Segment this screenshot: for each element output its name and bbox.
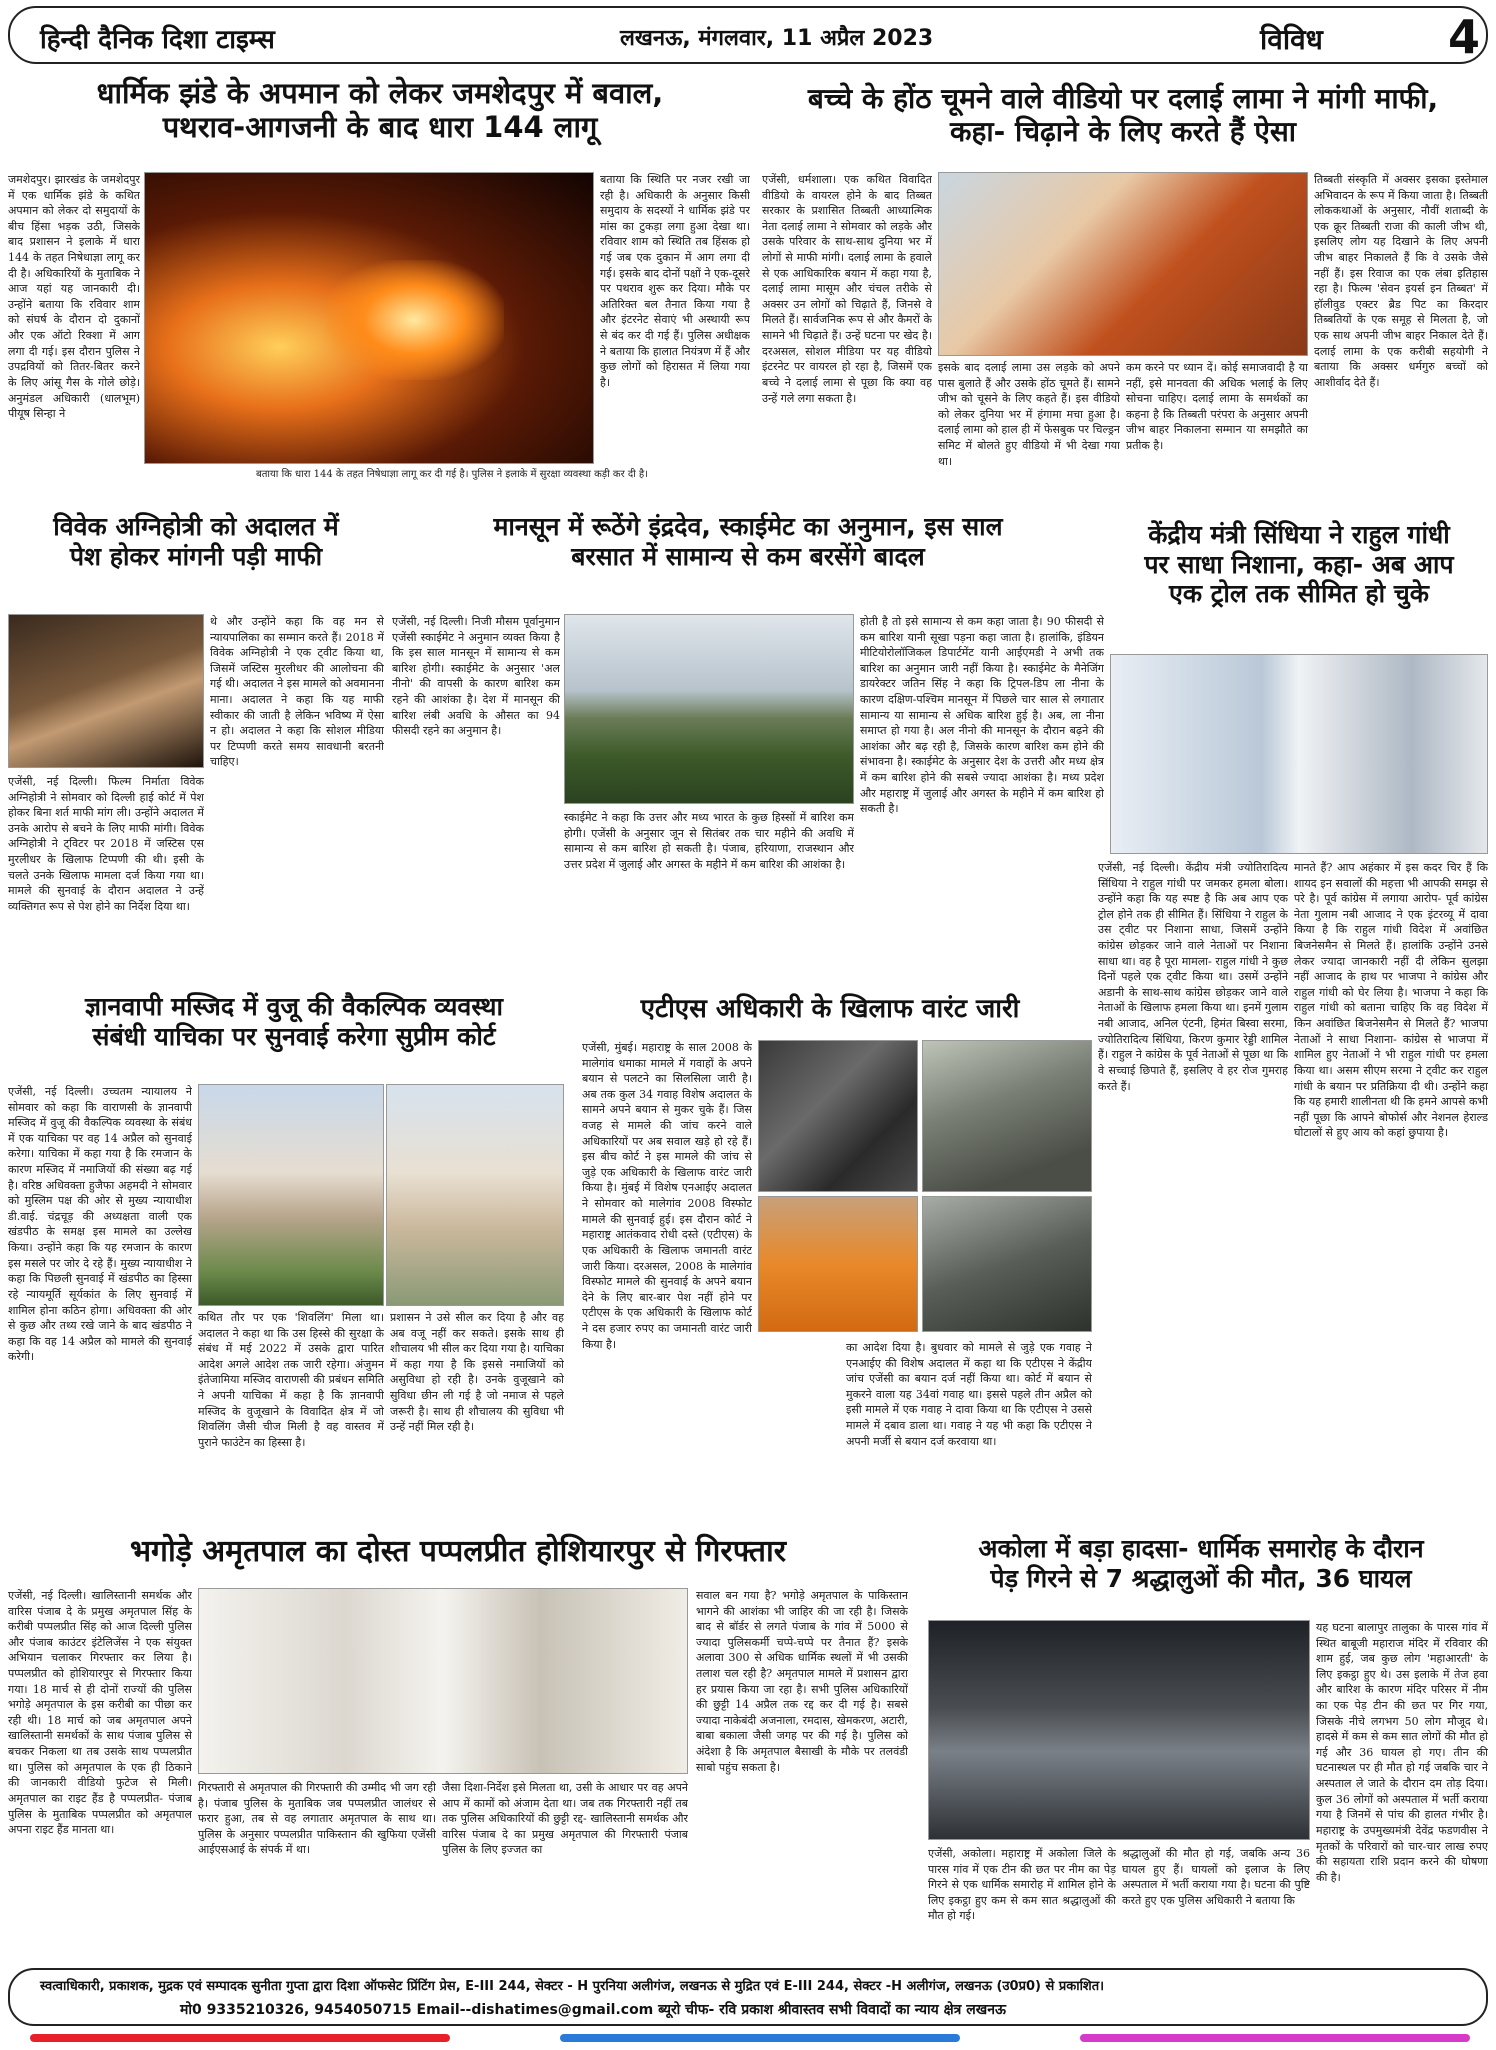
- section-name: विविध: [1260, 23, 1323, 56]
- scindia-headline-line-3: एक ट्रोल तक सीमित हो चुके: [1169, 579, 1429, 608]
- gyanvapi-headline-line-1: ज्ञानवापी मस्जिद में वुजू की वैकल्पिक व्यवस्था: [84, 992, 504, 1021]
- dalai-headline-line-1: बच्चे के होंठ चूमने वाले वीडियो पर दलाई लामा ने मांगी माफी,: [807, 82, 1439, 115]
- amritpal-headline: [8, 1534, 908, 1569]
- scindia-headline: [1110, 520, 1488, 609]
- vivek-body-a: एजेंसी, नई दिल्ली। फिल्म निर्माता विवेक अग्निहोत्री ने सोमवार को दिल्ली हाई कोर्ट में पेश होकर बिना शर्त माफी मांग ली। उन्होंने अदालत में उनके आरोप से बचने के लिए माफी मांगी। विवेक अग्निहोत्री ने ट्विटर पर 2018 में जस्टिस एस मुरलीधर के खिलाफ टिप्पणी की थी। इसी के चलते उनके खिलाफ मामला दर्ज किया गया था। मामले की सुनवाई के दौरान अदालत ने उन्हें व्यक्तिगत रूप से पेश होने का निर्देश दिया था।: [8, 775, 204, 913]
- monsoon-body-a: एजेंसी, नई दिल्ली। निजी मौसम पूर्वानुमान एजेंसी स्काईमेट ने अनुमान व्यक्त किया है कि इस साल मानसून में सामान्य से कम बारिश होगी। स्काईमेट के अनुसार 'अल नीनो' की वापसी के कारण बारिश कम रहने की आशंका है। देश में मानसून की बारिश लंबी अवधि के औसत का 94 फीसदी रहने का अनुमान है।: [392, 615, 560, 738]
- akola-body-b: श्रद्धालुओं की मौत हो गई, जबकि अन्य 36 घायल हुए हैं। घायलों को इलाज के लिए अस्पताल में भर्ती कराया गया है। घटना की पुष्टि करते हुए एक पुलिस अधिकारी ने बताया कि: [1122, 1847, 1310, 1907]
- amritpal-body-a: एजेंसी, नई दिल्ली। खालिस्तानी समर्थक और वारिस पंजाब दे के प्रमुख अमृतपाल सिंह के करीबी पप्पलप्रीत सिंह को आज दिल्ली पुलिस और पंजाब काउंटर इंटेलिजेंस ने एक संयुक्त अभियान चलाकर गिरफ्तार कर लिया है। पप्पलप्रीत को होशियारपुर से गिरफ्तार किया गया। 18 मार्च से ही दोनों राज्यों की पुलिस भगोड़े अमृतपाल के इस करीबी का पीछा कर रही थी। 18 मार्च को जब अमृतपाल अपने खालिस्तानी समर्थकों के साथ पंजाब पुलिस से बचकर निकला था तब उसके साथ पप्पलप्रीत था। पुलिस को अमृतपाल के एक ही ठिकाने की जानकारी वीडियो फुटेज से मिली। अमृतपाल का राइट हैंड है पप्पलप्रीत- पंजाब पुलिस के मुताबिक पप्पलप्रीत को अमृतपाल अपना राइट हैंड मानता था।: [8, 1589, 192, 1837]
- gyanvapi-headline: [8, 992, 580, 1051]
- footer-bar-magenta: [1080, 2034, 1470, 2042]
- gyanvapi-body-b: कथित तौर पर एक 'शिवलिंग' मिला था। अदालत ने कहा था कि उस हिस्से की सुरक्षा के संबंध में मई 2022 में उसके द्वारा पारित आदेश अगले आदेश तक जारी रहेगा। अंजुमन इंतेजामिया मस्जिद वाराणसी की प्रबंधन समिति ने अपनी याचिका में कहा है कि ज्ञानवापी मस्जिद के वुजूखाने के विवादित क्षेत्र में जो शिवलिंग जैसी चीज मिली है वह वास्तव में पुराने फाउंटेन का हिस्सा है।: [198, 1311, 384, 1449]
- ats-body-a: एजेंसी, मुंबई। महाराष्ट्र के साल 2008 के मालेगांव धमाका मामले में गवाहों के अपने बयान से पलटने का सिलसिला जारी है। अब तक कुल 34 गवाह विशेष अदालत के सामने अपने बयान से मुकर चुके हैं। जिस वजह से मामले की जांच करने वाले अधिकारियों पर अब सवाल खड़े हो रहे हैं। इस बीच कोर्ट ने इस मामले की जांच से जुड़े एक अधिकारी के खिलाफ वारंट जारी किया है। मुंबई में विशेष एनआईए अदालत ने सोमवार को मालेगांव 2008 विस्फोट मामले की सुनवाई हुई। इस दौरान कोर्ट ने महाराष्ट्र आतंकवाद रोधी दस्ते (एटीएस) के एक अधिकारी के खिलाफ जमानती वारंट जारी किया। दरअसल, 2008 के मालेगांव विस्फोट मामले की सुनवाई के अपने बयान देने के लिए बार-बार पेश नहीं होने पर एटीएस के एक अधिकारी के खिलाफ कोर्ट ने दस हजार रुपए का जमानती वारंट जारी किया है।: [582, 1041, 752, 1351]
- footer-bar-red: [30, 2034, 450, 2042]
- ats-headline-text: एटीएस अधिकारी के खिलाफ वारंट जारी: [640, 994, 1020, 1024]
- gyanvapi-headline-line-2: संबंधी याचिका पर सुनवाई करेगा सुप्रीम कोर्ट: [92, 1021, 496, 1051]
- akola-headline-line-1: अकोला में बड़ा हादसा- धार्मिक समारोह के दौरान: [978, 1534, 1424, 1563]
- newspaper-name: हिन्दी दैनिक दिशा टाइम्स: [40, 25, 275, 55]
- scindia-headline-line-2: पर साधा निशाना, कहा- अब आप: [1144, 549, 1454, 579]
- ats-body-b: का आदेश दिया है। बुधवार को मामले से जुड़े एक गवाह ने एनआईए की विशेष अदालत में कहा था कि एटीएस ने केंद्रीय जांच एजेंसी का बयान दर्ज नहीं किया था। कोर्ट में बयान से मुकरने वाला यह 34वां गवाह था। इससे पहले तीन अप्रैल को इसी मामले में एक गवाह ने दावा किया था कि एटीएस ने उससे मामले में दबाव डाला था। गवाह ने यह भी कहा कि एटीएस ने अपनी मर्जी से बयान दर्ज करवाया था।: [846, 1341, 1092, 1448]
- akola-body-a: एजेंसी, अकोला। महाराष्ट्र में अकोला जिले के पारस गांव में एक टीन की छत पर नीम का पेड़ गिरने से एक धार्मिक समारोह में शामिल होने के लिए इकट्ठा हुए कम से कम सात श्रद्धालुओं की मौत हो गई।: [928, 1847, 1116, 1923]
- jamshedpur-caption: बताया कि धारा 144 के तहत निषेधाज्ञा लागू कर दी गई है। पुलिस ने इलाके में सुरक्षा व्यवस्था कड़ी कर दी है।: [256, 469, 649, 480]
- gyanvapi-mosque-photo: [386, 1084, 564, 1306]
- jamshedpur-body-right: बताया कि स्थिति पर नजर रखी जा रही है। अधिकारी के अनुसार किसी समुदाय के सदस्यों ने धार्मिक झंडे पर मांस का टुकड़ा लगा हुआ देखा था। रविवार शाम को स्थिति तब हिंसक हो गई जब एक दुकान में आग लगा दी गई। इसके बाद दोनों पक्षों ने एक-दूसरे पर पथराव शुरू कर दिया। मौके पर अतिरिक्त बल तैनात किया गया है और इंटरनेट सेवाएं भी अस्थायी रूप से बंद कर दी गई हैं। पुलिस अधीक्षक ने बताया कि हालात नियंत्रण में हैं और कुछ लोगों को हिरासत में लिया गया है।: [600, 173, 750, 389]
- imprint-line-2: मो0 9335210326, 9454050715 Email--dishatimes@gmail.com ब्यूरो चीफ- रवि प्रकाश श्रीवास्तव सभी विवादों का न्याय क्षेत्र लखनऊ: [180, 2002, 1006, 2018]
- scindia-rahul-photo: [1110, 654, 1488, 854]
- amritpal-headline-text: भगोड़े अमृतपाल का दोस्त पप्पलप्रीत होशियारपुर से गिरफ्तार: [129, 1534, 787, 1569]
- vivek-headline-line-2: पेश होकर मांगनी पड़ी माफी: [69, 541, 323, 571]
- ats-headline: [570, 994, 1090, 1025]
- amritpal-pappalpreet-photo: [198, 1588, 688, 1774]
- amritpal-body-d: सवाल बन गया है? भगोड़े अमृतपाल के पाकिस्तान भागने की आशंका भी जाहिर की जा रही है। जिसके बाद से बॉर्डर से लगते पंजाब के गांव में 5000 से ज्यादा पुलिसकर्मी चप्पे-चप्पे पर तैनात हैं? इसके अलावा 300 से अधिक धार्मिक स्थलों में भी उसकी तलाश चल रही है? अमृतपाल मामले में प्रशासन द्वारा हर प्रयास किया जा रहा है। सभी पुलिस अधिकारियों की छुट्टी 14 अप्रैल तक रद्द कर दी गई है। सबसे ज्यादा नाकेबंदी अजनाला, रमदास, खेमकरण, अटारी, बाबा बकाला जैसी जगह पर की गई है। पुलिस को अंदेशा है कि अमृतपाल बैसाखी के मौके पर तलवंडी साबो पहुंच सकता है।: [696, 1589, 908, 1774]
- imprint-line-1: स्वत्वाधिकारी, प्रकाशक, मुद्रक एवं सम्पादक सुनीता गुप्ता द्वारा दिशा ऑफसेट प्रिंटिंग प्रेस, E-III 244, सेक्टर - H पुरनिया अलीगंज, लखनऊ से मुद्रित एवं E-III 244, सेक्टर -H अलीगंज, लखनऊ (उ0प्र0) से प्रकाशित।: [40, 1979, 1105, 1994]
- amritpal-body-c: जैसा दिशा-निर्देश इसे मिलता था, उसी के आधार पर वह अपने आप में कामों को अंजाम देता था। जब तक गिरफ्तारी नहीं तब तक पुलिस अधिकारियों की छुट्टी रद्द- खालिस्तानी समर्थक और वारिस पंजाब दे का प्रमुख अमृतपाल की गिरफ्तारी पंजाब पुलिस के लिए इज्जत का: [442, 1781, 688, 1857]
- akola-accident-photo: [928, 1620, 1310, 1840]
- amritpal-body-b: गिरफ्तारी से अमृतपाल की गिरफ्तारी की उम्मीद भी जग रही है। पंजाब पुलिस के मुताबिक जब पप्पलप्रीत जालंधर से फरार हुआ, तब से वह लगातार अमृतपाल के साथ था। पुलिस के अनुसार पप्पलप्रीत पाकिस्तान की खुफिया एजेंसी आईएसआई के संपर्क में था।: [198, 1781, 436, 1857]
- monsoon-body-b: स्काईमेट ने कहा कि उत्तर और मध्य भारत के कुछ हिस्सों में बारिश कम होगी। एजेंसी के अनुसार जून से सितंबर तक चार महीने की अवधि में सामान्य से कम बारिश हो सकती है। पंजाब, हरियाणा, राजस्थान और उत्तर प्रदेश में जुलाई और अगस्त के महीने में कम बारिश की आशंका है।: [564, 811, 854, 871]
- vivek-headline: [8, 512, 384, 571]
- dalai-headline: [758, 82, 1488, 148]
- dalai-body-mid-2: कम करने पर ध्यान दें। कोई समाजवादी है या नहीं, इसे मानवता की अधिक भलाई के लिए सोचना चाहिए। दलाई लामा के समर्थकों का कहना है कि तिब्बती परंपरा के अनुसार अपनी जीभ बाहर निकालना सम्मान या समझौते का प्रतीक है।: [1126, 361, 1308, 453]
- imprint-footer: [8, 1968, 1488, 2026]
- monsoon-landscape-photo: [564, 614, 854, 804]
- vivek-body-b: थे और उन्होंने कहा कि वह मन से न्यायपालिका का सम्मान करते हैं। 2018 में विवेक अग्निहोत्री ने एक ट्वीट किया था, जिसमें जस्टिस मुरलीधर की आलोचना की गई थी। अदालत ने इस मामले को अवमानना माना। अदालत ने कहा कि यह माफी स्वीकार की जाती है लेकिन भविष्य में ऐसा न हो। अदालत ने कहा कि सोशल मीडिया पर टिप्पणी करते समय सावधानी बरतनी चाहिए।: [210, 615, 384, 769]
- akola-body-c: यह घटना बालापुर तालुका के पारस गांव में स्थित बाबूजी महाराज मंदिर में रविवार की शाम हुई, जब कुछ लोग 'महाआरती' के लिए इकट्ठा हुए थे। उस इलाके में तेज हवा और बारिश के कारण मंदिर परिसर में नीम का एक पेड़ टीन की छत पर गिर गया, जिसके नीचे लगभग 50 लोग मौजूद थे। हादसे में कम से कम सात लोगों की मौत हो गई और 36 घायल हो गए। तीन की घटनास्थल पर ही मौत हो गई जबकि चार ने अस्पताल ले जाते के दौरान दम तोड़ दिया। कुल 36 लोगों को अस्पताल में भर्ती कराया गया है जिनमें से पांच की हालत गंभीर है। महाराष्ट्र के उपमुख्यमंत्री देवेंद्र फडणवीस ने मृतकों के परिवारों को चार-चार लाख रुपए की सहायता राशि प्रदान करने की घोषणा की है।: [1316, 1621, 1488, 1884]
- jamshedpur-headline-line-1: धार्मिक झंडे के अपमान को लेकर जमशेदपुर में बवाल,: [96, 76, 664, 110]
- dalai-body-mid: इसके बाद दलाई लामा उस लड़के को अपने पास बुलाते हैं और उसके होंठ चूमते हैं। सामने जीभ को चूसने के लिए कहते हैं। इस वीडियो को लेकर दुनिया भर में हंगामा मचा हुआ है। दलाई लामा को हाल ही में फेसबुक पर चिल्ड्रन समिट में बोलते हुए वीडियो में भी देखा गया था।: [938, 361, 1120, 468]
- vivek-agnihotri-photo: [8, 614, 204, 768]
- akola-headline: [914, 1534, 1488, 1593]
- footer-bar-blue: [560, 2034, 960, 2042]
- dalai-body-right: तिब्बती संस्कृति में अक्सर इसका इस्तेमाल अभिवादन के रूप में किया जाता है। तिब्बती लोककथाओं के अनुसार, नौवीं शताब्दी के एक क्रूर तिब्बती राजा की काली जीभ थी, इसलिए लोग यह दिखाने के लिए अपनी जीभ बाहर निकालते हैं कि वे उसके जैसे नहीं हैं। इस रिवाज का एक लंबा इतिहास रहा है। फिल्म 'सेवन इयर्स इन तिब्बत' में हॉलीवुड एक्टर ब्रैड पिट का किरदार तिब्बतियों के एक समूह से मिलता है, जो एक साथ अपनी जीभ बाहर निकाल देते हैं। दलाई लामा के एक करीबी सहयोगी ने बताया कि अक्सर धर्मगुरु बच्चों को आशीर्वाद देते हैं।: [1314, 173, 1488, 389]
- jamshedpur-body-left: जमशेदपुर। झारखंड के जमशेदपुर में एक धार्मिक झंडे के कथित अपमान को लेकर दो समुदायों के बीच हिंसा भड़क उठी, जिसके बाद प्रशासन ने इलाके में धारा 144 के तहत निषेधाज्ञा लागू कर दी है। अधिकारियों के मुताबिक ने आज यहां यह जानकारी दी। उन्होंने बताया कि रविवार शाम को संघर्ष के दौरान दो दुकानों और एक ऑटो रिक्शा में आग लगा दी गई। इस दौरान पुलिस ने उपद्रवियों को तितर-बितर करने के लिए आंसू गैस के गोले छोड़े। अनुमंडल अधिकारी (धालभूम) पीयूष सिन्हा ने: [8, 173, 140, 421]
- supreme-court-photo: [198, 1084, 384, 1306]
- pragya-thakur-photo: [758, 1196, 918, 1332]
- scindia-body-b: मानते हैं? आप अहंकार में इस कदर चिर हैं कि शायद इन सवालों की महत्ता भी आपकी समझ से परे है। पूर्व कांग्रेस में लगाया आरोप- पूर्व कांग्रेस नेता गुलाम नबी आजाद ने एक इंटरव्यू में दावा किया है कि राहुल गांधी विदेश में अवांछित बिजनेसमैन से मिलते हैं। हालांकि उन्होंने उनसे लेकर ज्यादा जानकारी नहीं दी लेकिन सुलझा नहीं आजाद के हाथ पर भाजपा ने कांग्रेस और राहुल गांधी को घेर लिया है। भाजपा ने कहा कि राहुल गांधी को बताना चाहिए कि वह विदेश में किन अवांछित बिजनेसमैन से मिलते हैं? भाजपा नेताओं ने साधा निशाना- कांग्रेस से भाजपा में शामिल हुए नेताओं ने भी राहुल गांधी पर हमला किया था। असम सीएम सरमा ने ट्वीट कर राहुल गांधी के बयान पर प्रतिक्रिया दी थी। उन्होंने कहा कि यह हमारी शालीनता थी कि हमने आपसे कभी नहीं पूछा कि आपने बोफोर्स और नेशनल हेराल्ड घोटालों से हुए आय को कहां छुपाया है।: [1294, 861, 1488, 1140]
- jamshedpur-headline: [10, 76, 750, 144]
- jamshedpur-headline-line-2: पथराव-आगजनी के बाद धारा 144 लागू: [162, 110, 598, 145]
- blast-site-photo: [758, 1040, 918, 1192]
- monsoon-headline-line-1: मानसून में रूठेंगे इंद्रदेव, स्काईमेट का अनुमान, इस साल: [493, 512, 1003, 541]
- page-number: 4: [1448, 10, 1481, 64]
- gyanvapi-body-a: एजेंसी, नई दिल्ली। उच्चतम न्यायालय ने सोमवार को कहा कि वाराणसी के ज्ञानवापी मस्जिद में वुजू की वैकल्पिक व्यवस्था के संबंध में एक याचिका पर वह 14 अप्रैल को सुनवाई करेगा। याचिका में कहा गया है कि रमजान के कारण मस्जिद में नमाजियों की संख्या बढ़ गई है। वरिष्ठ अधिवक्ता हुजैफा अहमदी ने सोमवार को मुस्लिम पक्ष की ओर से मुख्य न्यायाधीश डी.वाई. चंद्रचूड़ की अध्यक्षता वाली एक खंडपीठ के समक्ष इस मामले का उल्लेख किया। उन्होंने कहा कि यह रमजान के कारण इस मसले पर जोर दे रहे हैं। मुख्य न्यायाधीश ने कहा कि पिछली सुनवाई में खंडपीठ का हिस्सा रहे न्यायमूर्ति सूर्यकांत के लिए सुनवाई में शामिल होना कठिन होगा। अधिवक्ता की ओर से कुछ और तथ्य रखे जाने के बाद खंडपीठ ने कहा कि वह 14 अप्रैल को मामले की सुनवाई करेगी।: [8, 1085, 192, 1364]
- gyanvapi-body-c: प्रशासन ने उसे सील कर दिया है और वह अब वजू नहीं कर सकते। इसके साथ ही शौचालय भी सील कर दिया गया है। याचिका में कहा गया है कि इससे नमाजियों को असुविधा हो रही है। उनके वुजूखाने को सुविधा छीन ली गई है जो नमाज से पहले जरूरी है। साथ ही शौचालय की सुविधा भी उन्हें नहीं मिल रही है।: [390, 1311, 564, 1434]
- scindia-body-a: एजेंसी, नई दिल्ली। केंद्रीय मंत्री ज्योतिरादित्य सिंधिया ने राहुल गांधी पर जमकर हमला बोला। उन्होंने कहा कि यह स्पष्ट है कि अब आप एक ट्रोल होने तक ही सीमित हैं। सिंधिया ने राहुल के उस ट्वीट पर निशाना साधा, जिसमें उन्होंने कांग्रेस छोड़कर जाने वाले नेताओं पर निशाना साधा था। वह है पूरा मामला- राहुल गांधी ने कुछ दिनों पहले एक ट्वीट किया था। उसमें उन्होंने अडानी के साथ-साथ कांग्रेस छोड़कर जाने वाले नेताओं के खिलाफ हमला किया था। इनमें गुलाम नबी आजाद, अनिल एंटनी, हिमंत बिस्वा सरमा, ज्योतिरादित्य सिंधिया, किरण कुमार रेड्डी शामिल हैं। राहुल ने कांग्रेस के पूर्व नेताओं से पूछा था कि वे सच्चाई छिपाते हैं, इसलिए वे हर रोज गुमराह करते हैं।: [1098, 861, 1288, 1093]
- damaged-bikes-photo: [922, 1196, 1092, 1332]
- dalai-body-left: एजेंसी, धर्मशाला। एक कथित विवादित वीडियो के वायरल होने के बाद तिब्बत सरकार के प्रशासित तिब्बती आध्यात्मिक नेता दलाई लामा ने सोमवार को लड़के और उसके परिवार के साथ-साथ दुनिया भर में लोगों से माफी मांगी। दलाई लामा के हवाले से एक आधिकारिक बयान में कहा गया है, दलाई लामा मासूम और चंचल तरीके से अक्सर उन लोगों को चिढ़ाते हैं, जिनसे वे मिलते हैं। सार्वजनिक रूप से और कैमरों के सामने भी चिढ़ाते हैं। उन्हें घटना पर खेद है। दरअसल, सोशल मीडिया पर यह वीडियो इंटरनेट पर वायरल हो रहा है, जिसमें एक बच्चे ने दलाई लामा से पूछा कि क्या वह उन्हें गले लगा सकता है।: [762, 173, 932, 405]
- masthead: [8, 6, 1488, 64]
- scindia-headline-line-1: केंद्रीय मंत्री सिंधिया ने राहुल गांधी: [1148, 520, 1450, 549]
- dalai-lama-photo: [938, 172, 1308, 356]
- akola-headline-line-2: पेड़ गिरने से 7 श्रद्धालुओं की मौत, 36 घायल: [990, 1563, 1412, 1593]
- blast-crowd-photo: [922, 1040, 1092, 1192]
- jamshedpur-fire-photo: [144, 172, 594, 464]
- monsoon-headline: [392, 512, 1104, 571]
- date-line: लखनऊ, मंगलवार, 11 अप्रैल 2023: [620, 26, 934, 51]
- monsoon-headline-line-2: बरसात में सामान्य से कम बरसेंगे बादल: [571, 541, 925, 571]
- dalai-headline-line-2: कहा- चिढ़ाने के लिए करते हैं ऐसा: [950, 115, 1296, 149]
- vivek-headline-line-1: विवेक अग्निहोत्री को अदालत में: [53, 512, 339, 541]
- monsoon-body-c: होती है तो इसे सामान्य से कम कहा जाता है। 90 फीसदी से कम बारिश यानी सूखा पड़ना कहा जाता है। हालांकि, इंडियन मीटियोरोलॉजिकल डिपार्टमेंट यानी आईएमडी ने अभी तक बारिश का अनुमान जारी नहीं किया है। स्काईमेट के मैनेजिंग डायरेक्टर जतिन सिंह ने कहा कि ट्रिपल-डिप ला नीना के कारण दक्षिण-पश्चिम मानसून में पिछले चार साल से लगातार सामान्य या सामान्य से अधिक बारिश हुई है। अब, ला नीना समाप्त हो गया है। अल नीनो की मानसून के दौरान बढ़ने की आशंका और बढ़ रही है, जिसके कारण बारिश कम होने की संभावना है। स्काईमेट के अनुसार देश के उत्तरी और मध्य क्षेत्र में कम बारिश होने की सबसे ज्यादा आशंका है। मध्य प्रदेश और महाराष्ट्र में जुलाई और अगस्त के महीने में कम बारिश हो सकती है।: [860, 615, 1104, 816]
